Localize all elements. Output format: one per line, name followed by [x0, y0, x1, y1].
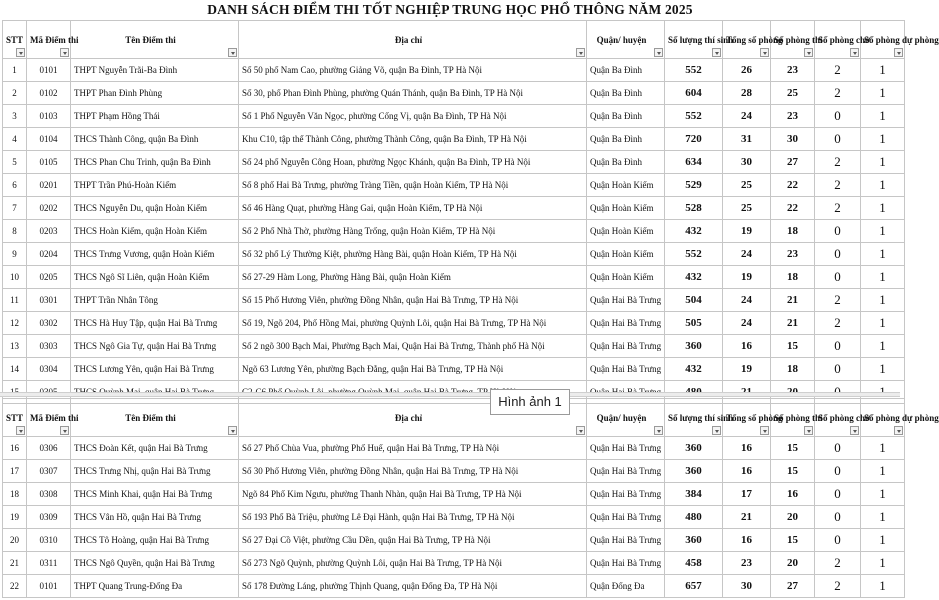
- cell-stt: 17: [3, 460, 27, 483]
- cell-ten-diem-thi: THPT Trần Phú-Hoàn Kiếm: [71, 174, 239, 197]
- cell-stt: 13: [3, 335, 27, 358]
- header-label: Số phòng thi: [774, 34, 823, 45]
- table-row: [3, 289, 905, 312]
- cell-quan-huyen: Quận Ba Đình: [587, 128, 665, 151]
- cell-so-phong-cho: 2: [815, 151, 861, 174]
- cell-tong-so-phong: 24: [723, 243, 771, 266]
- header-label: Quận/ huyện: [596, 412, 647, 423]
- table-row: [3, 151, 905, 174]
- cell-ma-diem-thi: 0104: [27, 128, 71, 151]
- table-row: [3, 312, 905, 335]
- header-label: Số phòng chờ: [818, 412, 871, 423]
- cell-so-phong-cho: 2: [815, 575, 861, 598]
- cell-so-phong-cho: 0: [815, 483, 861, 506]
- cell-tong-so-phong: 30: [723, 575, 771, 598]
- header-so-phong-du-phong: [861, 21, 939, 59]
- filter-dropdown-icon[interactable]: [576, 426, 585, 435]
- table-row: [3, 82, 905, 105]
- cell-stt: 7: [3, 197, 27, 220]
- header-so-phong-thi: [771, 399, 823, 437]
- cell-so-phong-thi: 27: [771, 575, 815, 598]
- cell-tong-so-phong: 19: [723, 266, 771, 289]
- cell-quan-huyen: Quận Hai Bà Trưng: [587, 437, 665, 460]
- header-label: Số lượng thí sinh: [668, 412, 734, 423]
- filter-dropdown-icon[interactable]: [16, 48, 25, 57]
- table-row: [3, 174, 905, 197]
- cell-ten-diem-thi: THCS Đoàn Kết, quận Hai Bà Trưng: [71, 437, 239, 460]
- header-ten-diem-thi: [71, 399, 239, 437]
- header-ma-diem-thi: [27, 399, 79, 437]
- cell-ma-diem-thi: 0101: [27, 575, 71, 598]
- cell-so-luong-thi-sinh: 634: [665, 151, 723, 174]
- table-row: [3, 483, 905, 506]
- cell-so-phong-du-phong: 1: [861, 197, 905, 220]
- cell-so-phong-du-phong: 1: [861, 243, 905, 266]
- cell-tong-so-phong: 21: [723, 506, 771, 529]
- cell-so-phong-du-phong: 1: [861, 529, 905, 552]
- cell-so-luong-thi-sinh: 360: [665, 437, 723, 460]
- cell-quan-huyen: Quận Hai Bà Trưng: [587, 312, 665, 335]
- cell-ten-diem-thi: THPT Phạm Hồng Thái: [71, 105, 239, 128]
- cell-so-phong-thi: 15: [771, 437, 815, 460]
- cell-stt: 19: [3, 506, 27, 529]
- cell-tong-so-phong: 30: [723, 151, 771, 174]
- cell-stt: 20: [3, 529, 27, 552]
- cell-ma-diem-thi: 0310: [27, 529, 71, 552]
- cell-so-phong-thi: 15: [771, 529, 815, 552]
- filter-dropdown-icon[interactable]: [760, 426, 769, 435]
- cell-ma-diem-thi: 0307: [27, 460, 71, 483]
- cell-so-phong-du-phong: 1: [861, 483, 905, 506]
- cell-quan-huyen: Quận Ba Đình: [587, 82, 665, 105]
- table-row: [3, 575, 905, 598]
- filter-dropdown-icon[interactable]: [712, 48, 721, 57]
- cell-dia-chi: Số 50 phố Nam Cao, phường Giảng Võ, quận Ba Đình, TP Hà Nội: [239, 59, 587, 82]
- cell-so-luong-thi-sinh: 604: [665, 82, 723, 105]
- cell-so-phong-du-phong: 1: [861, 151, 905, 174]
- cell-quan-huyen: Quận Hai Bà Trưng: [587, 483, 665, 506]
- table-row: [3, 552, 905, 575]
- cell-so-luong-thi-sinh: 360: [665, 335, 723, 358]
- cell-ma-diem-thi: 0205: [27, 266, 71, 289]
- filter-dropdown-icon[interactable]: [760, 48, 769, 57]
- cell-so-phong-du-phong: 1: [861, 105, 905, 128]
- header-label: Số phòng dự phòng: [864, 34, 939, 45]
- exam-sites-table-2: [2, 398, 939, 598]
- cell-quan-huyen: Quận Hoàn Kiếm: [587, 266, 665, 289]
- cell-ma-diem-thi: 0303: [27, 335, 71, 358]
- filter-dropdown-icon[interactable]: [712, 426, 721, 435]
- cell-so-phong-cho: 0: [815, 335, 861, 358]
- cell-ten-diem-thi: THCS Trưng Nhị, quận Hai Bà Trưng: [71, 460, 239, 483]
- cell-so-luong-thi-sinh: 360: [665, 460, 723, 483]
- cell-so-phong-thi: 23: [771, 243, 815, 266]
- cell-tong-so-phong: 24: [723, 289, 771, 312]
- cell-so-phong-cho: 0: [815, 220, 861, 243]
- cell-so-phong-thi: 27: [771, 151, 815, 174]
- header-label: Số phòng thi: [774, 412, 823, 423]
- table-row: [3, 358, 905, 381]
- cell-so-phong-du-phong: 1: [861, 220, 905, 243]
- table-row: [3, 335, 905, 358]
- filter-dropdown-icon[interactable]: [804, 48, 813, 57]
- cell-quan-huyen: Quận Hoàn Kiếm: [587, 243, 665, 266]
- cell-dia-chi: Số 24 phố Nguyễn Công Hoan, phường Ngọc Khánh, quận Ba Đình, TP Hà Nội: [239, 151, 587, 174]
- header-label: Tên Điểm thi: [125, 34, 176, 45]
- cell-ten-diem-thi: THCS Hà Huy Tập, quận Hai Bà Trưng: [71, 312, 239, 335]
- cell-quan-huyen: Quận Đống Đa: [587, 575, 665, 598]
- cell-so-phong-du-phong: 1: [861, 552, 905, 575]
- cell-so-phong-du-phong: 1: [861, 460, 905, 483]
- header-ma-diem-thi: [27, 21, 79, 59]
- table-row: [3, 266, 905, 289]
- cell-ten-diem-thi: THCS Minh Khai, quận Hai Bà Trưng: [71, 483, 239, 506]
- header-so-phong-du-phong: [861, 399, 939, 437]
- cell-quan-huyen: Quận Hai Bà Trưng: [587, 460, 665, 483]
- cell-dia-chi: Số 27 Phố Chùa Vua, phường Phố Huế, quận Hai Bà Trưng, TP Hà Nội: [239, 437, 587, 460]
- filter-dropdown-icon[interactable]: [576, 48, 585, 57]
- filter-dropdown-icon[interactable]: [654, 426, 663, 435]
- table-row: [3, 460, 905, 483]
- filter-dropdown-icon[interactable]: [228, 426, 237, 435]
- header-label: Tên Điểm thi: [125, 412, 176, 423]
- cell-quan-huyen: Quận Hai Bà Trưng: [587, 529, 665, 552]
- cell-dia-chi: Số 27 Đại Cồ Việt, phường Cầu Dền, quận Hai Bà Trưng, TP Hà Nội: [239, 529, 587, 552]
- cell-dia-chi: Số 27-29 Hàm Long, Phường Hàng Bài, quận Hoàn Kiếm: [239, 266, 587, 289]
- cell-so-luong-thi-sinh: 657: [665, 575, 723, 598]
- cell-stt: 16: [3, 437, 27, 460]
- cell-so-luong-thi-sinh: 504: [665, 289, 723, 312]
- table-row: [3, 437, 905, 460]
- cell-tong-so-phong: 16: [723, 460, 771, 483]
- cell-ten-diem-thi: THCS Ngô Quyền, quận Hai Bà Trưng: [71, 552, 239, 575]
- cell-ten-diem-thi: THCS Trưng Vương, quận Hoàn Kiếm: [71, 243, 239, 266]
- cell-ma-diem-thi: 0309: [27, 506, 71, 529]
- cell-quan-huyen: Quận Hai Bà Trưng: [587, 289, 665, 312]
- header-label: STT: [6, 412, 24, 423]
- cell-so-luong-thi-sinh: 529: [665, 174, 723, 197]
- header-so-luong-thi-sinh: [665, 399, 734, 437]
- cell-so-luong-thi-sinh: 432: [665, 220, 723, 243]
- cell-so-phong-thi: 18: [771, 220, 815, 243]
- header-label: Số lượng thí sinh: [668, 34, 734, 45]
- cell-so-luong-thi-sinh: 384: [665, 483, 723, 506]
- cell-ma-diem-thi: 0102: [27, 82, 71, 105]
- cell-stt: 21: [3, 552, 27, 575]
- cell-stt: 5: [3, 151, 27, 174]
- cell-ten-diem-thi: THCS Tô Hoàng, quận Hai Bà Trưng: [71, 529, 239, 552]
- image-caption: Hình ảnh 1: [490, 389, 570, 415]
- document-title: DANH SÁCH ĐIỂM THI TỐT NGHIỆP TRUNG HỌC PHỔ THÔNG NĂM 2025: [207, 2, 693, 17]
- cell-quan-huyen: Quận Hoàn Kiếm: [587, 220, 665, 243]
- cell-ma-diem-thi: 0202: [27, 197, 71, 220]
- cell-so-phong-cho: 2: [815, 82, 861, 105]
- cell-ten-diem-thi: THPT Nguyễn Trãi-Ba Đình: [71, 59, 239, 82]
- cell-tong-so-phong: 26: [723, 59, 771, 82]
- cell-quan-huyen: Quận Hoàn Kiếm: [587, 174, 665, 197]
- cell-so-phong-thi: 15: [771, 335, 815, 358]
- cell-tong-so-phong: 17: [723, 483, 771, 506]
- header-so-phong-cho: [815, 399, 871, 437]
- cell-so-phong-cho: 2: [815, 174, 861, 197]
- cell-ma-diem-thi: 0306: [27, 437, 71, 460]
- cell-tong-so-phong: 24: [723, 312, 771, 335]
- exam-sites-table-1: [2, 20, 939, 404]
- header-label: Mã Điểm thi: [30, 412, 79, 423]
- cell-dia-chi: Khu C10, tập thể Thành Công, phường Thành Công, quận Ba Đình, TP Hà Nội: [239, 128, 587, 151]
- cell-stt: 12: [3, 312, 27, 335]
- table-row: [3, 197, 905, 220]
- table-row: [3, 105, 905, 128]
- cell-stt: 11: [3, 289, 27, 312]
- header-label: STT: [6, 34, 24, 45]
- cell-ma-diem-thi: 0203: [27, 220, 71, 243]
- cell-ma-diem-thi: 0103: [27, 105, 71, 128]
- cell-ten-diem-thi: THCS Ngô Sĩ Liên, quận Hoàn Kiếm: [71, 266, 239, 289]
- cell-so-phong-cho: 0: [815, 437, 861, 460]
- header-label: Mã Điểm thi: [30, 34, 79, 45]
- cell-stt: 14: [3, 358, 27, 381]
- filter-dropdown-icon[interactable]: [228, 48, 237, 57]
- cell-stt: 22: [3, 575, 27, 598]
- cell-so-phong-thi: 23: [771, 105, 815, 128]
- cell-so-phong-cho: 2: [815, 197, 861, 220]
- table-row: [3, 220, 905, 243]
- cell-ma-diem-thi: 0105: [27, 151, 71, 174]
- header-stt: [3, 399, 27, 437]
- cell-ma-diem-thi: 0308: [27, 483, 71, 506]
- cell-ma-diem-thi: 0311: [27, 552, 71, 575]
- cell-ma-diem-thi: 0201: [27, 174, 71, 197]
- cell-stt: 10: [3, 266, 27, 289]
- cell-so-phong-cho: 2: [815, 289, 861, 312]
- cell-ten-diem-thi: THPT Quang Trung-Đống Đa: [71, 575, 239, 598]
- cell-quan-huyen: Quận Hai Bà Trưng: [587, 552, 665, 575]
- cell-so-phong-du-phong: 1: [861, 82, 905, 105]
- cell-quan-huyen: Quận Hai Bà Trưng: [587, 506, 665, 529]
- cell-so-phong-cho: 2: [815, 552, 861, 575]
- cell-stt: 18: [3, 483, 27, 506]
- cell-stt: 8: [3, 220, 27, 243]
- cell-so-phong-cho: 2: [815, 59, 861, 82]
- cell-dia-chi: Số 8 phố Hai Bà Trưng, phường Tràng Tiền, quận Hoàn Kiếm, TP Hà Nội: [239, 174, 587, 197]
- cell-so-phong-thi: 25: [771, 82, 815, 105]
- cell-ten-diem-thi: THCS Thành Công, quận Ba Đình: [71, 128, 239, 151]
- table-row: [3, 59, 905, 82]
- cell-so-phong-du-phong: 1: [861, 358, 905, 381]
- cell-stt: 9: [3, 243, 27, 266]
- cell-stt: 3: [3, 105, 27, 128]
- cell-so-phong-thi: 20: [771, 552, 815, 575]
- cell-so-phong-thi: 16: [771, 483, 815, 506]
- cell-quan-huyen: Quận Hoàn Kiếm: [587, 197, 665, 220]
- cell-so-phong-thi: 21: [771, 289, 815, 312]
- cell-so-luong-thi-sinh: 528: [665, 197, 723, 220]
- table-row: [3, 506, 905, 529]
- header-tong-so-phong: [723, 21, 783, 59]
- header-ten-diem-thi: [71, 21, 239, 59]
- cell-quan-huyen: Quận Ba Đình: [587, 151, 665, 174]
- table-row: [3, 243, 905, 266]
- sheet-divider: [0, 392, 900, 397]
- cell-dia-chi: Số 2 ngõ 300 Bạch Mai, Phường Bạch Mai, Quận Hai Bà Trưng, Thành phố Hà Nội: [239, 335, 587, 358]
- header-quan-huyen: [587, 21, 665, 59]
- filter-dropdown-icon[interactable]: [804, 426, 813, 435]
- cell-ma-diem-thi: 0101: [27, 59, 71, 82]
- cell-so-phong-cho: 0: [815, 506, 861, 529]
- cell-ten-diem-thi: THPT Trần Nhân Tông: [71, 289, 239, 312]
- cell-dia-chi: Số 273 Ngõ Quỳnh, phường Quỳnh Lôi, quận Hai Bà Trưng, TP Hà Nội: [239, 552, 587, 575]
- filter-dropdown-icon[interactable]: [60, 48, 69, 57]
- cell-so-luong-thi-sinh: 720: [665, 128, 723, 151]
- cell-dia-chi: Ngõ 84 Phố Kim Ngưu, phường Thanh Nhàn, quận Hai Bà Trưng, TP Hà Nội: [239, 483, 587, 506]
- cell-stt: 4: [3, 128, 27, 151]
- cell-stt: 2: [3, 82, 27, 105]
- header-stt: [3, 21, 27, 59]
- cell-quan-huyen: Quận Hai Bà Trưng: [587, 335, 665, 358]
- cell-ten-diem-thi: THCS Hoàn Kiếm, quận Hoàn Kiếm: [71, 220, 239, 243]
- cell-quan-huyen: Quận Hai Bà Trưng: [587, 358, 665, 381]
- cell-tong-so-phong: 16: [723, 529, 771, 552]
- cell-so-phong-du-phong: 1: [861, 312, 905, 335]
- cell-so-luong-thi-sinh: 552: [665, 243, 723, 266]
- cell-dia-chi: Ngõ 63 Lương Yên, phường Bạch Đằng, quận Hai Bà Trưng, TP Hà Nội: [239, 358, 587, 381]
- cell-so-phong-cho: 0: [815, 128, 861, 151]
- header-dia-chi: [239, 21, 587, 59]
- header-label: Số phòng chờ: [818, 34, 871, 45]
- cell-so-luong-thi-sinh: 432: [665, 266, 723, 289]
- cell-so-phong-thi: 22: [771, 197, 815, 220]
- cell-ten-diem-thi: THPT Phan Đình Phùng: [71, 82, 239, 105]
- cell-so-luong-thi-sinh: 458: [665, 552, 723, 575]
- cell-tong-so-phong: 19: [723, 220, 771, 243]
- header-so-phong-thi: [771, 21, 823, 59]
- cell-so-phong-du-phong: 1: [861, 437, 905, 460]
- cell-ma-diem-thi: 0302: [27, 312, 71, 335]
- cell-tong-so-phong: 23: [723, 552, 771, 575]
- cell-dia-chi: Số 15 Phố Hương Viên, phường Đồng Nhân, quận Hai Bà Trưng, TP Hà Nội: [239, 289, 587, 312]
- table-row: [3, 529, 905, 552]
- cell-so-phong-cho: 0: [815, 266, 861, 289]
- filter-dropdown-icon[interactable]: [894, 426, 903, 435]
- header-label: Số phòng dự phòng: [864, 412, 939, 423]
- cell-so-phong-du-phong: 1: [861, 128, 905, 151]
- cell-quan-huyen: Quận Ba Đình: [587, 105, 665, 128]
- header-tong-so-phong: [723, 399, 783, 437]
- header-quan-huyen: [587, 399, 665, 437]
- cell-so-luong-thi-sinh: 360: [665, 529, 723, 552]
- cell-ten-diem-thi: THCS Vân Hồ, quận Hai Bà Trưng: [71, 506, 239, 529]
- cell-so-phong-thi: 22: [771, 174, 815, 197]
- cell-tong-so-phong: 16: [723, 335, 771, 358]
- cell-so-luong-thi-sinh: 480: [665, 506, 723, 529]
- cell-so-luong-thi-sinh: 552: [665, 105, 723, 128]
- cell-ten-diem-thi: THCS Phan Chu Trinh, quận Ba Đình: [71, 151, 239, 174]
- cell-so-phong-cho: 2: [815, 312, 861, 335]
- cell-so-phong-du-phong: 1: [861, 266, 905, 289]
- cell-dia-chi: Số 178 Đường Láng, phường Thịnh Quang, quận Đống Đa, TP Hà Nội: [239, 575, 587, 598]
- cell-so-luong-thi-sinh: 505: [665, 312, 723, 335]
- cell-so-phong-thi: 20: [771, 506, 815, 529]
- cell-tong-so-phong: 16: [723, 437, 771, 460]
- header-label: Tổng số phòng: [726, 34, 783, 45]
- cell-so-phong-thi: 18: [771, 266, 815, 289]
- cell-so-phong-du-phong: 1: [861, 289, 905, 312]
- cell-dia-chi: Số 32 phố Lý Thường Kiệt, phường Hàng Bài, quận Hoàn Kiếm, TP Hà Nội: [239, 243, 587, 266]
- cell-dia-chi: Số 30, phố Phan Đình Phùng, phường Quán Thánh, quận Ba Đình, TP Hà Nội: [239, 82, 587, 105]
- cell-so-phong-du-phong: 1: [861, 174, 905, 197]
- cell-so-phong-du-phong: 1: [861, 575, 905, 598]
- cell-quan-huyen: Quận Ba Đình: [587, 59, 665, 82]
- header-so-phong-cho: [815, 21, 871, 59]
- filter-dropdown-icon[interactable]: [60, 426, 69, 435]
- filter-dropdown-icon[interactable]: [850, 48, 859, 57]
- cell-dia-chi: Số 30 Phố Hương Viên, phường Đồng Nhân, quận Hai Bà Trưng, TP Hà Nội: [239, 460, 587, 483]
- cell-ma-diem-thi: 0204: [27, 243, 71, 266]
- header-label: Quận/ huyện: [596, 34, 647, 45]
- cell-tong-so-phong: 24: [723, 105, 771, 128]
- header-so-luong-thi-sinh: [665, 21, 734, 59]
- header-label: Tổng số phòng: [726, 412, 783, 423]
- cell-dia-chi: Số 46 Hàng Quạt, phường Hàng Gai, quận Hoàn Kiếm, TP Hà Nội: [239, 197, 587, 220]
- cell-so-phong-thi: 15: [771, 460, 815, 483]
- cell-so-luong-thi-sinh: 552: [665, 59, 723, 82]
- cell-ma-diem-thi: 0304: [27, 358, 71, 381]
- header-label: Địa chỉ: [394, 412, 423, 423]
- cell-tong-so-phong: 25: [723, 174, 771, 197]
- cell-so-phong-du-phong: 1: [861, 335, 905, 358]
- cell-tong-so-phong: 25: [723, 197, 771, 220]
- cell-so-phong-du-phong: 1: [861, 506, 905, 529]
- cell-so-phong-thi: 23: [771, 59, 815, 82]
- cell-so-phong-cho: 0: [815, 460, 861, 483]
- cell-dia-chi: Số 2 Phố Nhà Thờ, phường Hàng Trống, quận Hoàn Kiếm, TP Hà Nội: [239, 220, 587, 243]
- filter-dropdown-icon[interactable]: [654, 48, 663, 57]
- cell-so-phong-thi: 30: [771, 128, 815, 151]
- cell-ten-diem-thi: THCS Lương Yên, quận Hai Bà Trưng: [71, 358, 239, 381]
- header-label: Địa chỉ: [394, 34, 423, 45]
- cell-tong-so-phong: 19: [723, 358, 771, 381]
- cell-dia-chi: Số 193 Phố Bà Triệu, phường Lê Đại Hành, quận Hai Bà Trưng, TP Hà Nội: [239, 506, 587, 529]
- cell-so-phong-cho: 0: [815, 529, 861, 552]
- cell-so-phong-cho: 0: [815, 243, 861, 266]
- cell-dia-chi: Số 1 Phố Nguyễn Văn Ngọc, phường Cống Vị, quận Ba Đình, TP Hà Nội: [239, 105, 587, 128]
- cell-tong-so-phong: 31: [723, 128, 771, 151]
- cell-stt: 6: [3, 174, 27, 197]
- cell-so-phong-cho: 0: [815, 358, 861, 381]
- cell-tong-so-phong: 28: [723, 82, 771, 105]
- filter-dropdown-icon[interactable]: [894, 48, 903, 57]
- cell-so-phong-thi: 21: [771, 312, 815, 335]
- cell-so-luong-thi-sinh: 432: [665, 358, 723, 381]
- cell-ten-diem-thi: THCS Ngô Gia Tự, quận Hai Bà Trưng: [71, 335, 239, 358]
- cell-so-phong-du-phong: 1: [861, 59, 905, 82]
- cell-ma-diem-thi: 0301: [27, 289, 71, 312]
- cell-ten-diem-thi: THCS Nguyễn Du, quận Hoàn Kiếm: [71, 197, 239, 220]
- cell-so-phong-cho: 0: [815, 105, 861, 128]
- filter-dropdown-icon[interactable]: [850, 426, 859, 435]
- cell-dia-chi: Số 19, Ngõ 204, Phố Hồng Mai, phường Quỳnh Lôi, quận Hai Bà Trưng, TP Hà Nội: [239, 312, 587, 335]
- table-row: [3, 128, 905, 151]
- cell-stt: 1: [3, 59, 27, 82]
- filter-dropdown-icon[interactable]: [16, 426, 25, 435]
- cell-so-phong-thi: 18: [771, 358, 815, 381]
